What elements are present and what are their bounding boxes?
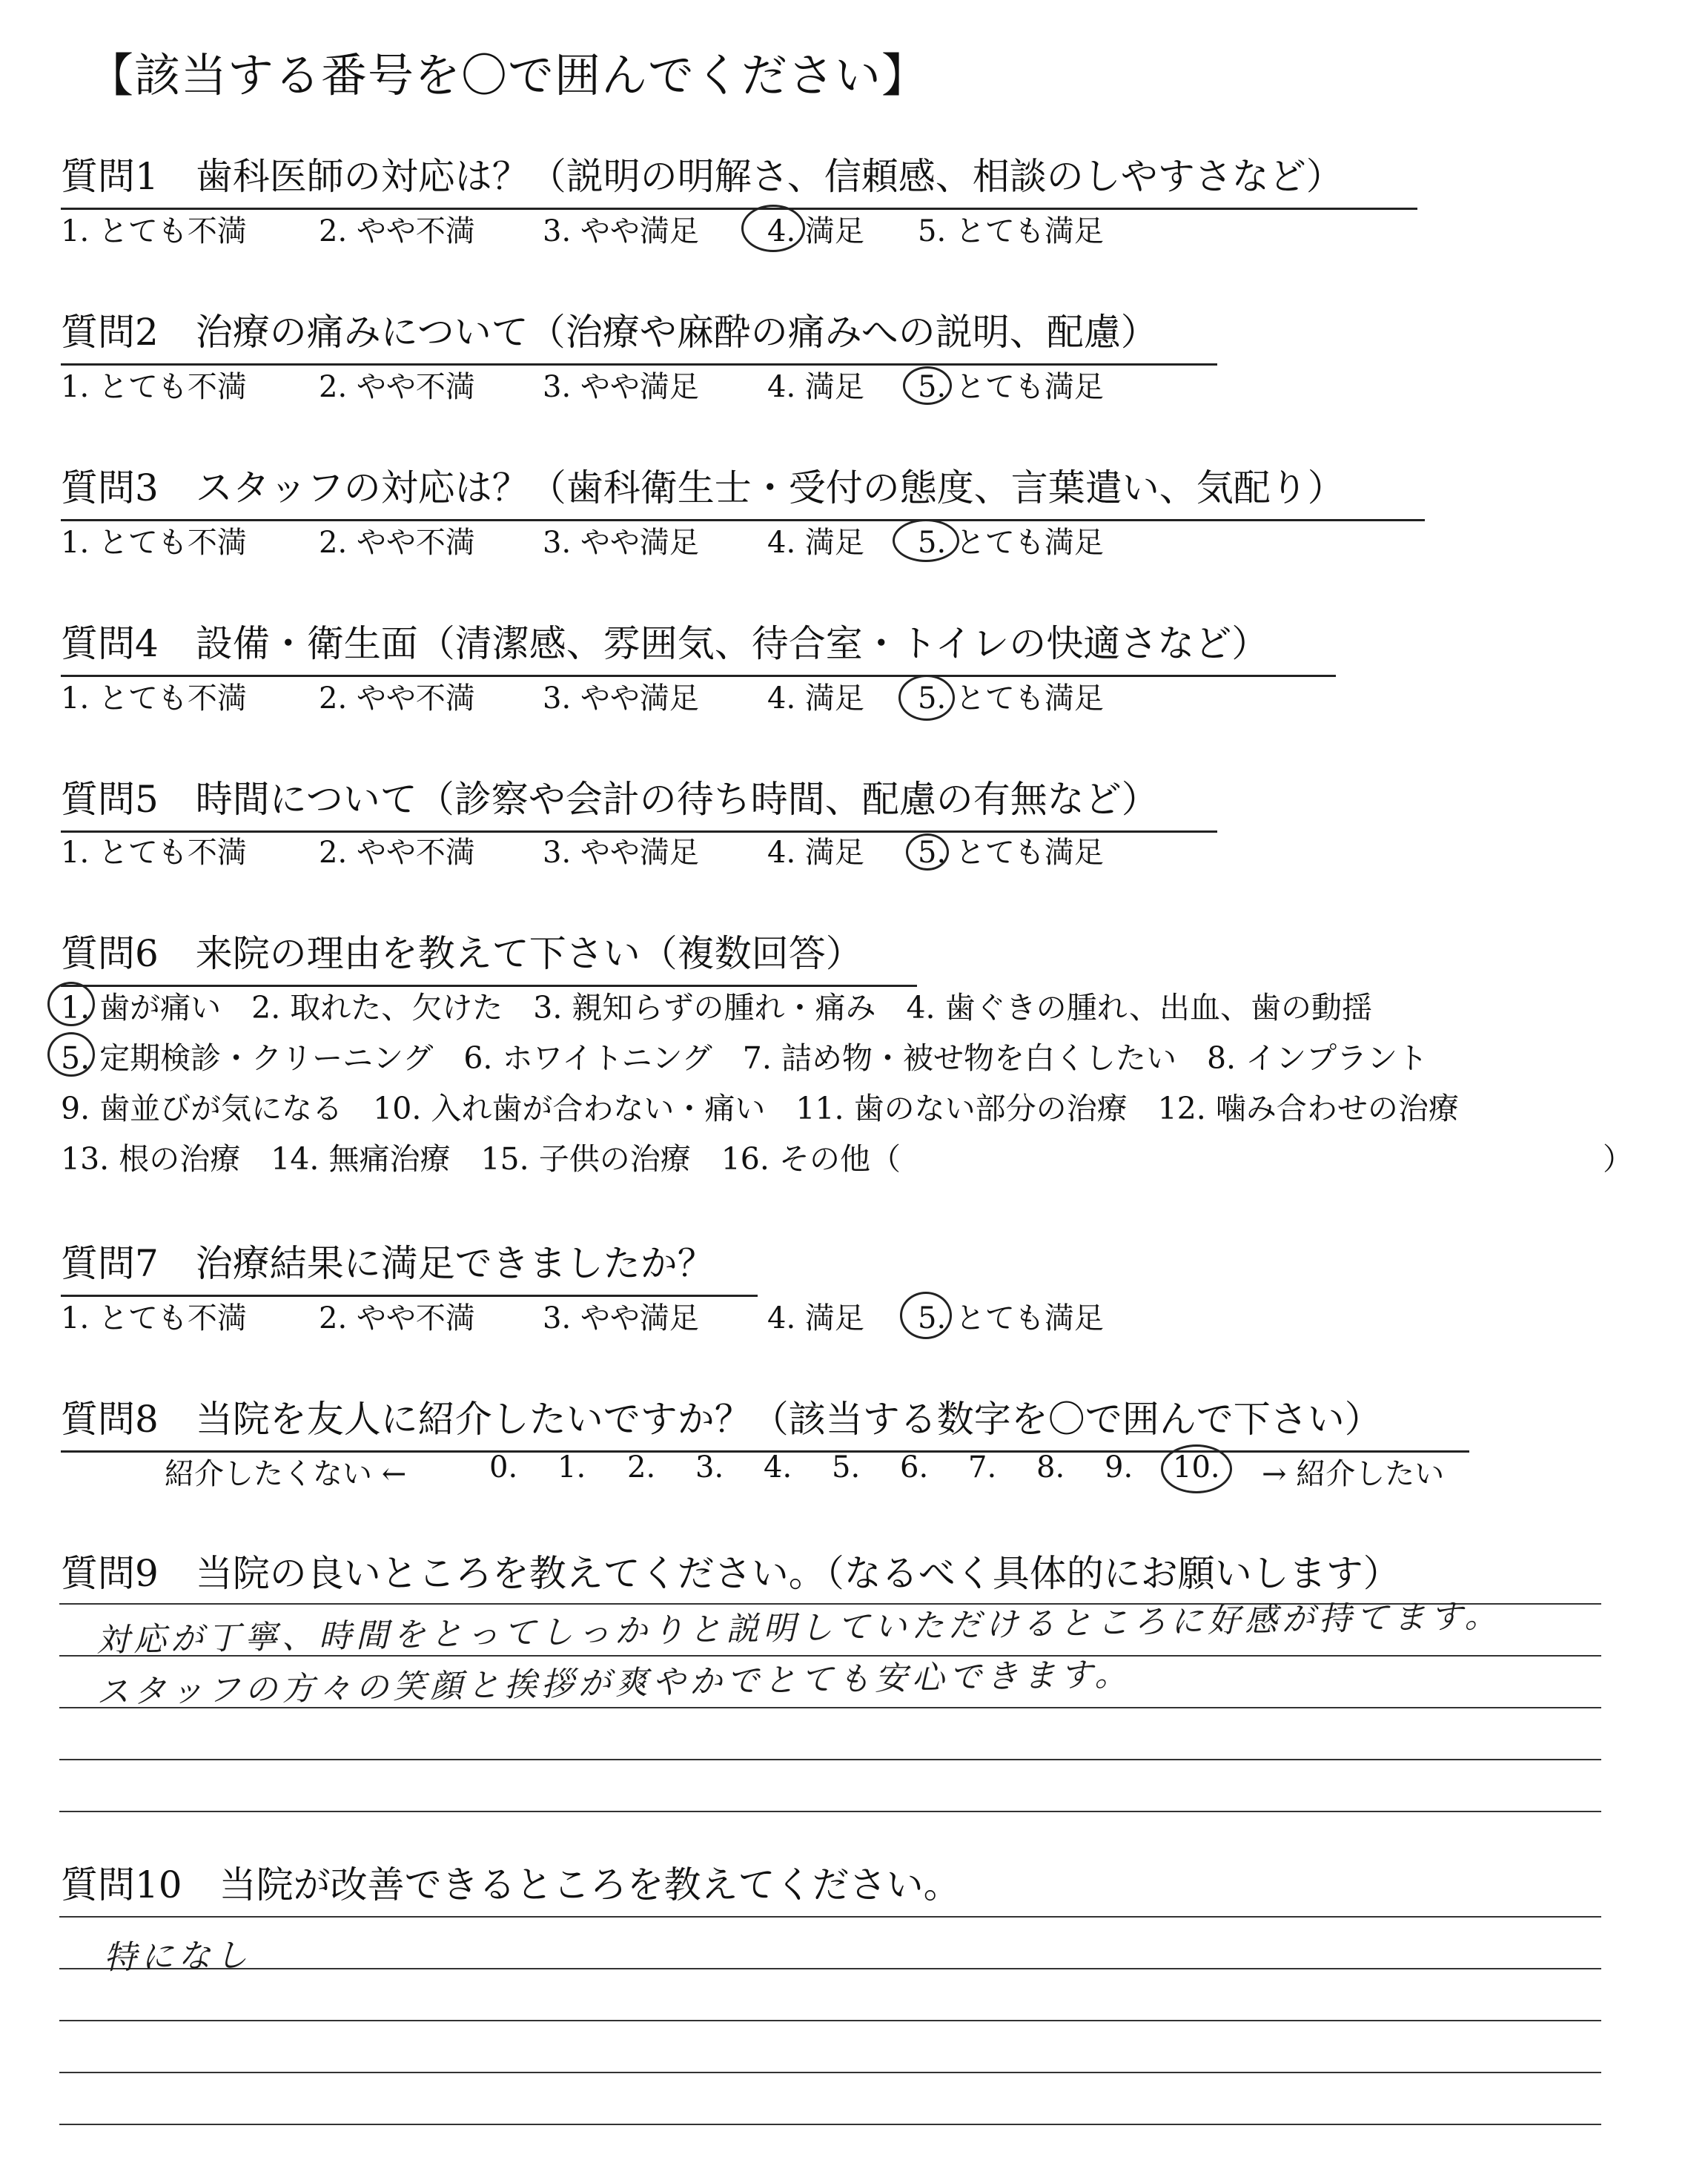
q3-option-2[interactable]: 2. やや不満 (319, 526, 475, 560)
q8-scale-10[interactable]: 10. (1173, 1450, 1220, 1484)
q2-option-1[interactable]: 1. とても不満 (61, 370, 247, 404)
q1-option-5[interactable]: 5. とても満足 (918, 214, 1104, 248)
q3-option-5[interactable]: 5. とても満足 (918, 526, 1104, 560)
q10-answer-rule-5 (59, 2124, 1601, 2125)
q8-right-label: → 紹介したい (1262, 1457, 1445, 1491)
q6-selection-circle-1 (47, 982, 95, 1026)
q10-answer-rule-2 (59, 1968, 1601, 1969)
q8-scale-4[interactable]: 4. (764, 1450, 792, 1484)
q8-scale-1[interactable]: 1. (557, 1450, 586, 1484)
q8-scale-3[interactable]: 3. (695, 1450, 724, 1484)
q5-option-3[interactable]: 3. やや満足 (543, 836, 699, 870)
q1-option-4[interactable]: 4. 満足 (767, 214, 864, 248)
q2-option-5[interactable]: 5. とても満足 (918, 370, 1104, 404)
q3-title: 質問3 スタッフの対応は？（歯科衛生士・受付の態度、言葉遣い、気配り） (61, 458, 1425, 521)
q10-answer-rule-1 (59, 1916, 1601, 1918)
q3-selection-circle (893, 519, 959, 562)
q3-option-1[interactable]: 1. とても不満 (61, 526, 247, 560)
q6-line-2[interactable]: 5. 定期検診・クリーニング 6. ホワイトニング 7. 詰め物・被せ物を白くしたい 8. インプラント (61, 1040, 1429, 1076)
q4-option-3[interactable]: 3. やや満足 (543, 681, 699, 716)
q2-option-2[interactable]: 2. やや不満 (319, 370, 475, 404)
q7-option-5[interactable]: 5. とても満足 (918, 1301, 1104, 1335)
q6-title: 質問6 来院の理由を教えて下さい（複数回答） (61, 924, 917, 987)
q6-line-3[interactable]: 9. 歯並びが気になる 10. 入れ歯が合わない・痛い 11. 歯のない部分の治療 12. 噛み合わせの治療 (61, 1091, 1459, 1126)
q5-option-4[interactable]: 4. 満足 (767, 836, 864, 870)
q7-option-3[interactable]: 3. やや満足 (543, 1301, 699, 1335)
q9-answer-rule-5 (59, 1811, 1601, 1812)
q8-left-label: 紹介したくない ← (165, 1457, 407, 1491)
q6-line-4[interactable]: 13. 根の治療 14. 無痛治療 15. 子供の治療 16. その他（ (61, 1141, 901, 1177)
form-header: 【該当する番号を〇で囲んでください】 (87, 48, 929, 102)
q7-selection-circle (900, 1292, 952, 1339)
q1-title: 質問1 歯科医師の対応は？（説明の明解さ、信頼感、相談のしやすさなど） (61, 147, 1417, 210)
q4-option-4[interactable]: 4. 満足 (767, 681, 864, 716)
q8-scale-9[interactable]: 9. (1105, 1450, 1133, 1484)
q7-title: 質問7 治療結果に満足できましたか？ (61, 1234, 758, 1297)
q10-handwritten-line-1[interactable]: 特になし (103, 1936, 253, 1977)
q6-close-paren: ） (1603, 1141, 1633, 1177)
q8-scale-5[interactable]: 5. (832, 1450, 861, 1484)
q8-selection-circle (1161, 1444, 1232, 1493)
q6-line-1[interactable]: 1. 歯が痛い 2. 取れた、欠けた 3. 親知らずの腫れ・痛み 4. 歯ぐきの腫れ、出血、歯の動揺 (61, 990, 1373, 1025)
q10-title: 質問10 当院が改善できるところを教えてください。 (61, 1863, 961, 1906)
q1-selection-circle (741, 205, 805, 252)
q3-option-4[interactable]: 4. 満足 (767, 526, 864, 560)
q8-scale-2[interactable]: 2. (627, 1450, 656, 1484)
q4-option-5[interactable]: 5. とても満足 (918, 681, 1104, 716)
q4-option-1[interactable]: 1. とても不満 (61, 681, 247, 716)
q10-answer-rule-4 (59, 2072, 1601, 2073)
q8-scale-7[interactable]: 7. (968, 1450, 997, 1484)
q7-option-1[interactable]: 1. とても不満 (61, 1301, 247, 1335)
q2-option-4[interactable]: 4. 満足 (767, 370, 864, 404)
q9-title: 質問9 当院の良いところを教えてください。（なるべく具体的にお願いします） (61, 1552, 1400, 1595)
q2-title: 質問2 治療の痛みについて（治療や麻酔の痛みへの説明、配慮） (61, 303, 1217, 366)
q6-selection-circle-5 (47, 1032, 95, 1077)
q9-handwritten-line-2[interactable]: スタッフの方々の笑顔と挨拶が爽やかでとても安心できます。 (96, 1655, 1132, 1711)
q1-option-3[interactable]: 3. やや満足 (543, 214, 699, 248)
q5-selection-circle (906, 833, 949, 871)
q2-option-3[interactable]: 3. やや満足 (543, 370, 699, 404)
q9-answer-rule-4 (59, 1759, 1601, 1760)
q8-scale-8[interactable]: 8. (1036, 1450, 1065, 1484)
q8-scale-0[interactable]: 0. (489, 1450, 518, 1484)
q4-title: 質問4 設備・衛生面（清潔感、雰囲気、待合室・トイレの快適さなど） (61, 614, 1336, 677)
q5-title: 質問5 時間について（診察や会計の待ち時間、配慮の有無など） (61, 770, 1217, 833)
q7-option-2[interactable]: 2. やや不満 (319, 1301, 475, 1335)
q7-option-4[interactable]: 4. 満足 (767, 1301, 864, 1335)
q8-scale-6[interactable]: 6. (900, 1450, 929, 1484)
q8-title: 質問8 当院を友人に紹介したいですか？（該当する数字を〇で囲んで下さい） (61, 1390, 1469, 1453)
q5-option-1[interactable]: 1. とても不満 (61, 836, 247, 870)
q4-selection-circle (898, 675, 955, 721)
q3-option-3[interactable]: 3. やや満足 (543, 526, 699, 560)
q5-option-5[interactable]: 5. とても満足 (918, 836, 1104, 870)
q1-option-2[interactable]: 2. やや不満 (319, 214, 475, 248)
q1-option-1[interactable]: 1. とても不満 (61, 214, 247, 248)
q9-handwritten-line-1[interactable]: 対応が丁寧、時間をとってしっかりと説明していただけるところに好感が持てます。 (96, 1596, 1502, 1659)
q5-option-2[interactable]: 2. やや不満 (319, 836, 475, 870)
q2-selection-circle (903, 366, 952, 405)
q4-option-2[interactable]: 2. やや不満 (319, 681, 475, 716)
q10-answer-rule-3 (59, 2020, 1601, 2021)
